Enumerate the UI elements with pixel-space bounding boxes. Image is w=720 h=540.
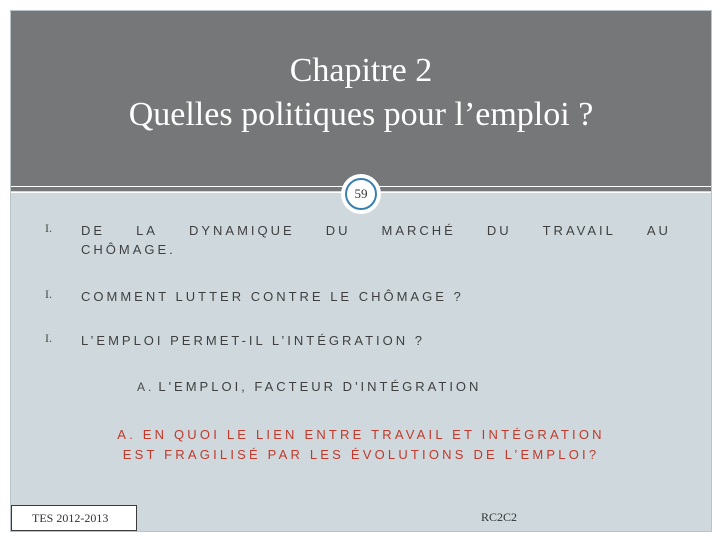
outline-line-2: CHÔMAGE.	[81, 242, 176, 257]
outline-text: COMMENT LUTTER CONTRE LE CHÔMAGE ?	[81, 289, 464, 304]
title-line-1: Chapitre 2	[289, 52, 433, 89]
sub-item	[137, 379, 481, 394]
sub-item-letter: A.	[137, 380, 155, 394]
outline-word: DE	[81, 223, 106, 238]
outline-numeral: I.	[45, 287, 52, 301]
outline-numeral: I.	[45, 331, 52, 345]
highlight-line-2: EST FRAGILISÉ PAR LES ÉVOLUTIONS DE L’EMPLOI?	[122, 447, 600, 462]
outline-word: LA	[136, 223, 158, 238]
sub-item-text: L'EMPLOI, FACTEUR D'INTÉGRATION	[158, 379, 482, 394]
slide-title	[11, 49, 711, 137]
outline-word: DYNAMIQUE	[188, 223, 295, 238]
footer-class-label: TES 2012-2013	[11, 505, 137, 531]
outline-line-1	[81, 221, 671, 241]
page-number: 59	[345, 178, 377, 210]
outline-word: DU	[325, 223, 351, 238]
outline-word: TRAVAIL	[542, 223, 616, 238]
outline-word: DU	[486, 223, 512, 238]
outline-word: MARCHÉ	[381, 223, 456, 238]
page-number-badge	[341, 174, 381, 214]
title-line-2: Quelles politiques pour l’emploi ?	[128, 96, 594, 133]
outline-numeral: I.	[45, 221, 52, 235]
outline-word: AU	[646, 223, 671, 238]
highlighted-question	[11, 425, 711, 465]
footer-author-label: RC2C2	[481, 510, 518, 524]
slide	[10, 10, 712, 532]
outline-text: L’EMPLOI PERMET-IL L’INTÉGRATION ?	[81, 333, 426, 348]
title-banner	[11, 11, 711, 191]
highlight-line-1: A. EN QUOI LE LIEN ENTRE TRAVAIL ET INTÉGRATION	[117, 427, 605, 442]
